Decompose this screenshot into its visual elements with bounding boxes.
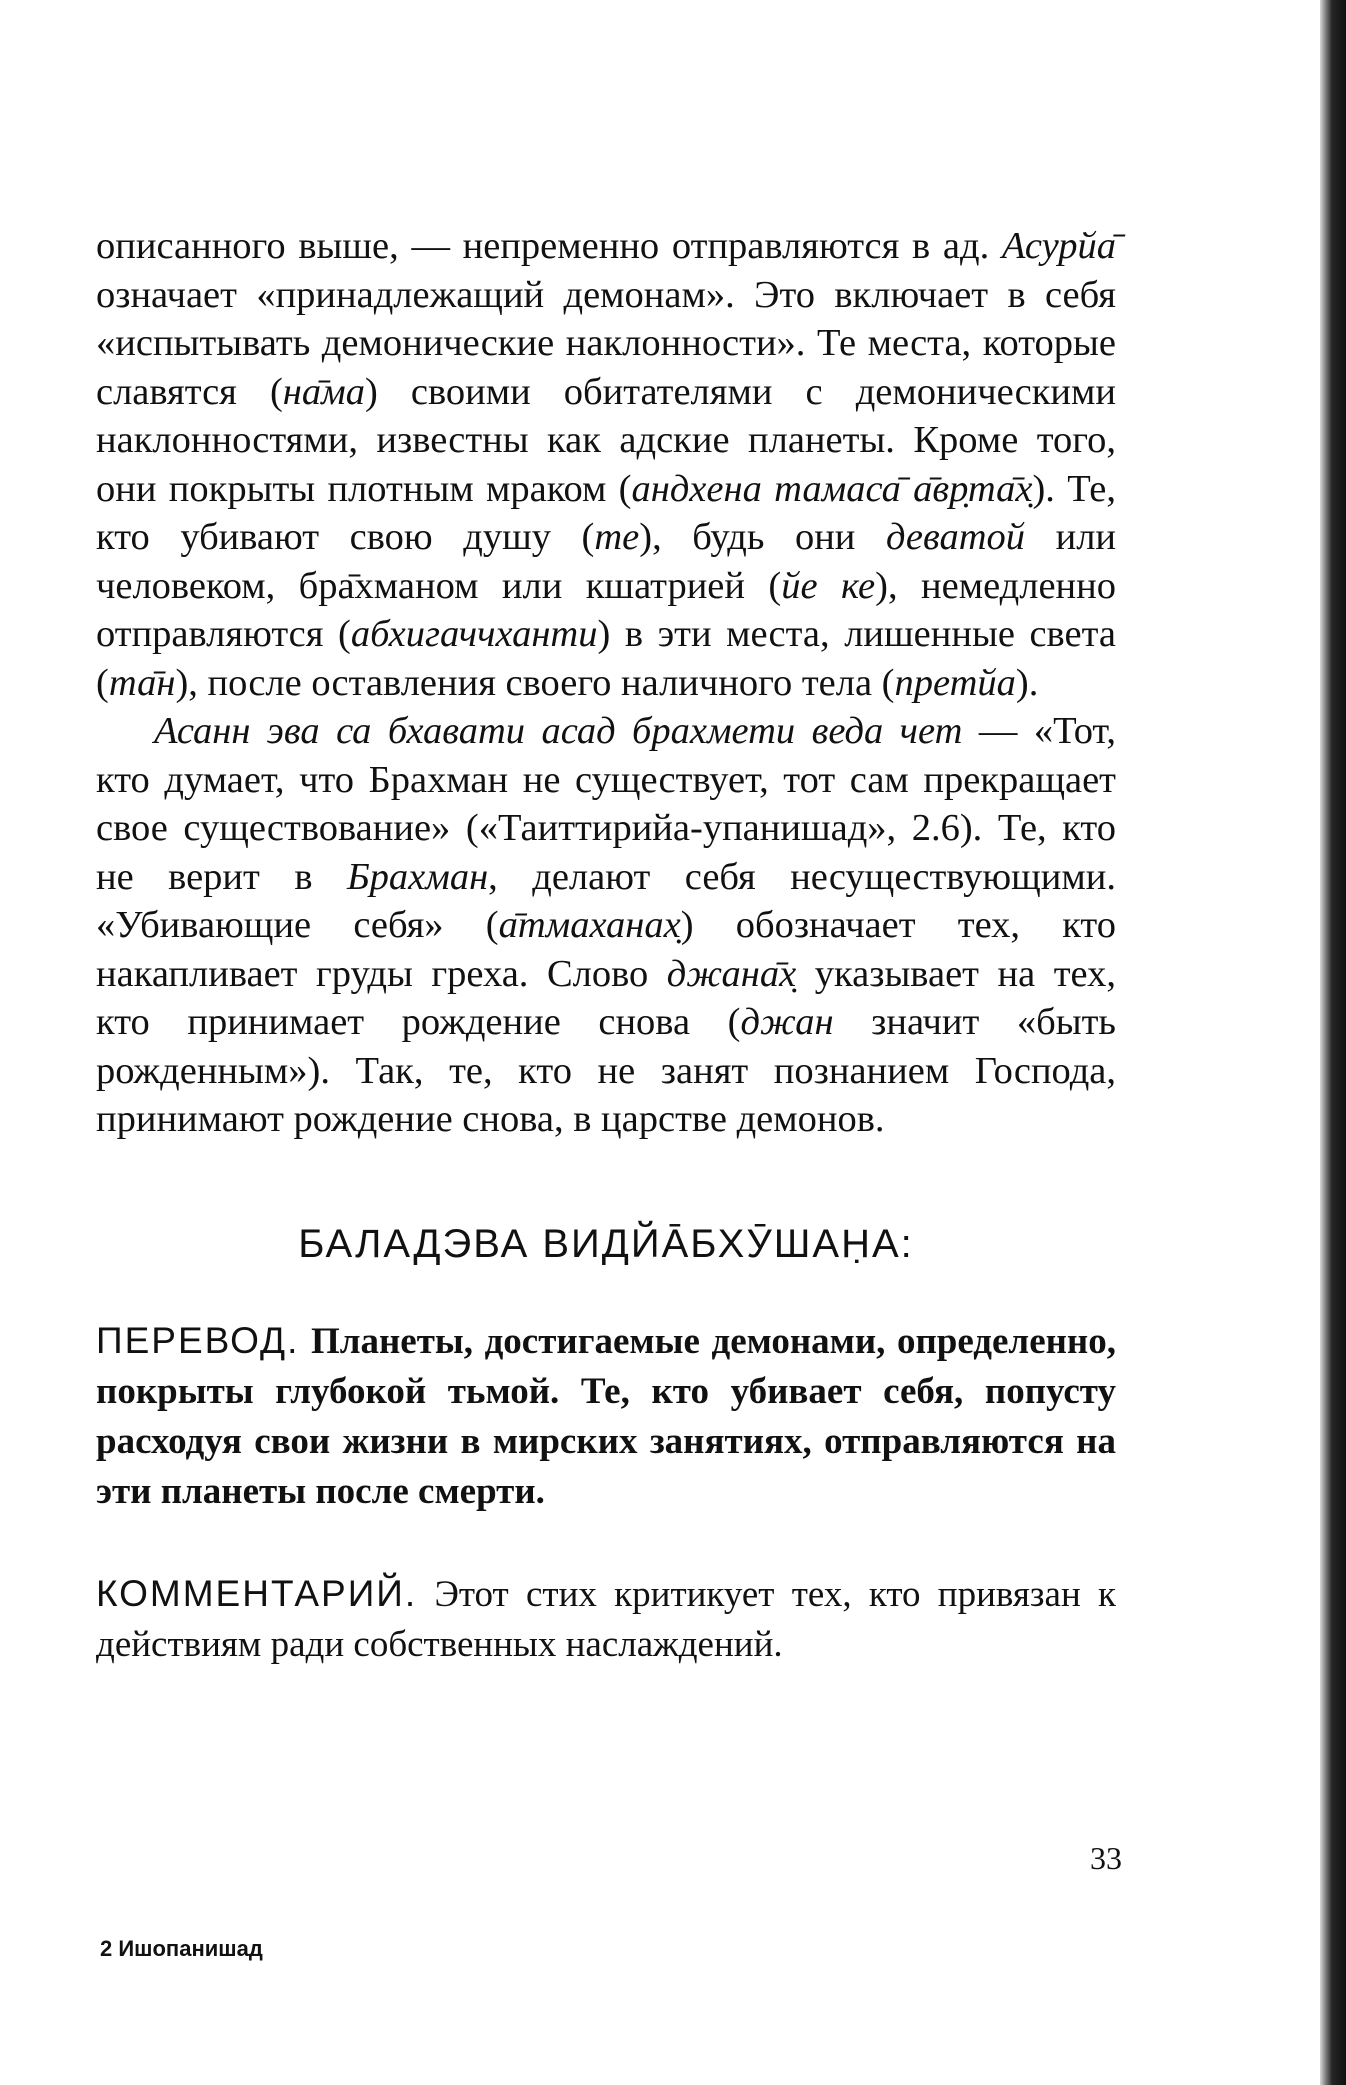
text-run: ). xyxy=(1015,661,1039,704)
text-run: ). Те, кто убивают свою душу ( xyxy=(96,467,1116,558)
body-paragraph-2 xyxy=(96,707,1116,1144)
italic-term: Асурйа̄ xyxy=(1001,225,1116,267)
translation-paragraph xyxy=(96,1316,1116,1517)
text-run: ), после оставления своего наличного тела ( xyxy=(175,661,895,704)
translation-text: Планеты, достигаемые демонами, определенно, покрыты глубокой тьмой. Те, кто убивает себя, попусту расходуя свои жизни в мирских занятиях, отправляются на эти планеты после смерти. xyxy=(96,1320,1116,1512)
page-edge-shadow xyxy=(1320,0,1346,2085)
text-run: описанного выше, — непременно отправляются в ад. xyxy=(96,225,1002,267)
section-title: БАЛАДЭВА ВИДЙА̄БХӮШАН̣А: xyxy=(298,1221,914,1266)
italic-term: на̄ма xyxy=(282,370,365,413)
italic-term: йе ке xyxy=(781,564,876,607)
text-run: ) своими обитателями с демоническими наклонностями, известны как адские планеты. Кроме того, они покрыты плотным мраком ( xyxy=(96,370,1116,510)
italic-term: та̄н xyxy=(108,661,176,704)
translation-label: ПЕРЕВОД. xyxy=(96,1319,300,1361)
italic-term: Брахман xyxy=(346,855,489,898)
page-content xyxy=(96,222,1116,1670)
italic-term: джана̄х̣ xyxy=(666,952,797,995)
italic-term: те xyxy=(594,516,640,558)
text-run: ) обозначает тех, кто накапливает груды греха. Слово xyxy=(96,904,1116,995)
italic-term: джан xyxy=(740,1001,834,1043)
commentary-label: КОММЕНТАРИЙ. xyxy=(96,1572,418,1614)
text-run: означает «принадлежащий демонам». Это включает в себя «испытывать демонические наклонности». Те места, которые славятся ( xyxy=(96,273,1116,413)
italic-term: а̄тмаханах̣ xyxy=(498,904,681,946)
italic-term: деватой xyxy=(885,516,1026,558)
italic-term: претйа xyxy=(894,661,1016,704)
footer-signature: 2 Ишопанишад xyxy=(100,1936,263,1961)
text-run: ) в эти места, лишенные света ( xyxy=(96,613,1116,704)
body-paragraph-1 xyxy=(96,222,1116,707)
commentary-paragraph xyxy=(96,1569,1116,1670)
text-run: значит «быть рожденным»). Так, те, кто не занят познанием Господа, принимают рождение снова, в царстве демонов. xyxy=(96,1001,1116,1140)
commentary-text: Этот стих критикует тех, кто привязан к действиям ради собственных наслаждений. xyxy=(96,1573,1116,1665)
italic-term: Асанн эва са бхавати асад брахмети веда чет xyxy=(154,710,963,752)
text-run: , делают себя несуществующими. «Убивающие себя» ( xyxy=(96,855,1116,946)
text-run: ), будь они xyxy=(639,516,886,558)
italic-term: андхена тамаса̄ а̄вр̣та̄х̣ xyxy=(631,467,1033,510)
text-run: ), немедленно отправляются ( xyxy=(96,564,1116,655)
text-run: указывает на тех, кто принимает рождение снова ( xyxy=(96,952,1116,1043)
page-number: 33 xyxy=(1090,1840,1122,1876)
italic-term: абхигаччханти xyxy=(350,613,598,655)
text-run: — «Тот, кто думает, что Брахман не существует, тот сам прекращает свое существование» («Таиттирийа-упанишад», 2.6). Те, кто не верит в xyxy=(96,710,1116,898)
text-run: или человеком, бра̄хманом или кшатрией ( xyxy=(96,516,1117,607)
